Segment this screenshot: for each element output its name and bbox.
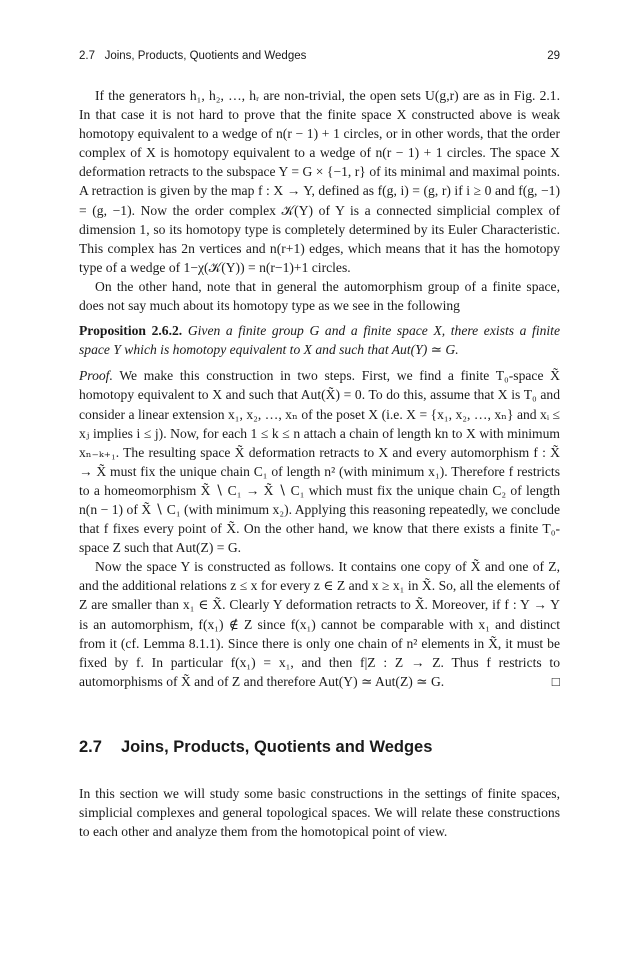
- paragraph: If the generators h₁, h₂, …, hᵣ are non-trivial, the open sets U(g,r) are as in Fig. 2.1. In that case it is not hard to prove that the finite space X constructed above is weak homotopy equivalent to a wedge of n(r − 1) + 1 circles, or in other words, that the order complex of X is homotopy equivalent to a wedge of n(r − 1) + 1 circles. The space X deformation retracts to the subspace Y = G × {−1, r} of its minimal and maximal points. A retraction is given by the map f : X → Y, defined as f(g, i) = (g, r) if i ≥ 0 and f(g, −1) = (g, −1). Now the order complex 𝒦(Y) of Y is a connected simplicial complex of dimension 1, so its homotopy type is completely determined by its Euler Characteristic. This complex has 2n vertices and n(r+1) edges, which means that it has the homotopy type of a wedge of 1−χ(𝒦(Y)) = n(r−1)+1 circles.: [79, 88, 560, 275]
- section-intro: [79, 784, 560, 841]
- running-title: 2.7 Joins, Products, Quotients and Wedges: [79, 50, 307, 62]
- main-text: [79, 86, 560, 691]
- proof: [79, 366, 560, 557]
- proposition-label: Proposition 2.6.2.: [79, 323, 183, 339]
- running-head: [79, 50, 560, 62]
- proposition: [79, 321, 560, 359]
- proposition-statement: Given a finite group G and a finite space X, there exists a finite space Y which is homotopy equivalent to X and such that Aut(Y) ≃ G.: [79, 323, 560, 358]
- proof-label: Proof.: [79, 368, 113, 384]
- section-heading: [79, 738, 560, 757]
- page-number: 29: [547, 50, 560, 62]
- qed-symbol: □: [551, 673, 560, 689]
- paragraph: In this section we will study some basic constructions in the settings of finite spaces, simplicial complexes and general topological spaces. We will relate these constructions to each other and analyze them from the homotopical point of view.: [79, 786, 560, 840]
- section-title: Joins, Products, Quotients and Wedges: [121, 738, 433, 756]
- proof-text: We make this construction in two steps. First, we find a finite T₀-space X̃ homotopy equivalent to X and such that Aut(X̃) = 0. To do this, assume that X is T₀ and consider a linear extension x₁, x₂, …, xₙ of the poset X (i.e. X = {x₁, x₂, …, xₙ} and xᵢ ≤ xⱼ implies i ≤ j). Now, for each 1 ≤ k ≤ n attach a chain of length kn to X with minimum xₙ₋ₖ₊₁. The resulting space X̃ deformation retracts to X and every automorphism f : X̃ → X̃ must fix the unique chain C₁ of length n² (with minimum x₁). Therefore f restricts to a homeomorphism X̃ ∖ C₁ → X̃ ∖ C₁ which must fix the unique chain C₂ of length n(n − 1) of X̃ ∖ C₁ (with minimum x₂). Applying this reasoning repeatedly, we conclude that f fixes every point of X̃. On the other hand, we know that there exists a finite T₀-space Z such that Aut(Z) = G.: [79, 368, 560, 556]
- paragraph: On the other hand, note that in general the automorphism group of a finite space, does not say much about its homotopy type as we see in the following: [79, 278, 560, 314]
- proof-continued: [79, 557, 560, 691]
- section-number: 2.7: [79, 738, 102, 756]
- proof-text: Now the space Y is constructed as follows. It contains one copy of X̃ and one of Z, and the additional relations z ≤ x for every z ∈ Z and x ≥ x₁ in X̃. So, all the elements of Z are smaller than x₁ ∈ X̃. Clearly Y deformation retracts to X̃. Moreover, if f : Y → Y is an automorphism, f(x₁) ∉ Z since f(x₁) cannot be comparable with x₁ and distinct from it (cf. Lemma 8.1.1). Since there is only one chain of n² elements in X̃, it must be fixed by f. In particular f(x₁) = x₁, and then f|Z : Z → Z. Thus f restricts to automorphisms of X̃ and of Z and therefore Aut(Y) ≃ Aut(Z) ≃ G.: [79, 559, 560, 689]
